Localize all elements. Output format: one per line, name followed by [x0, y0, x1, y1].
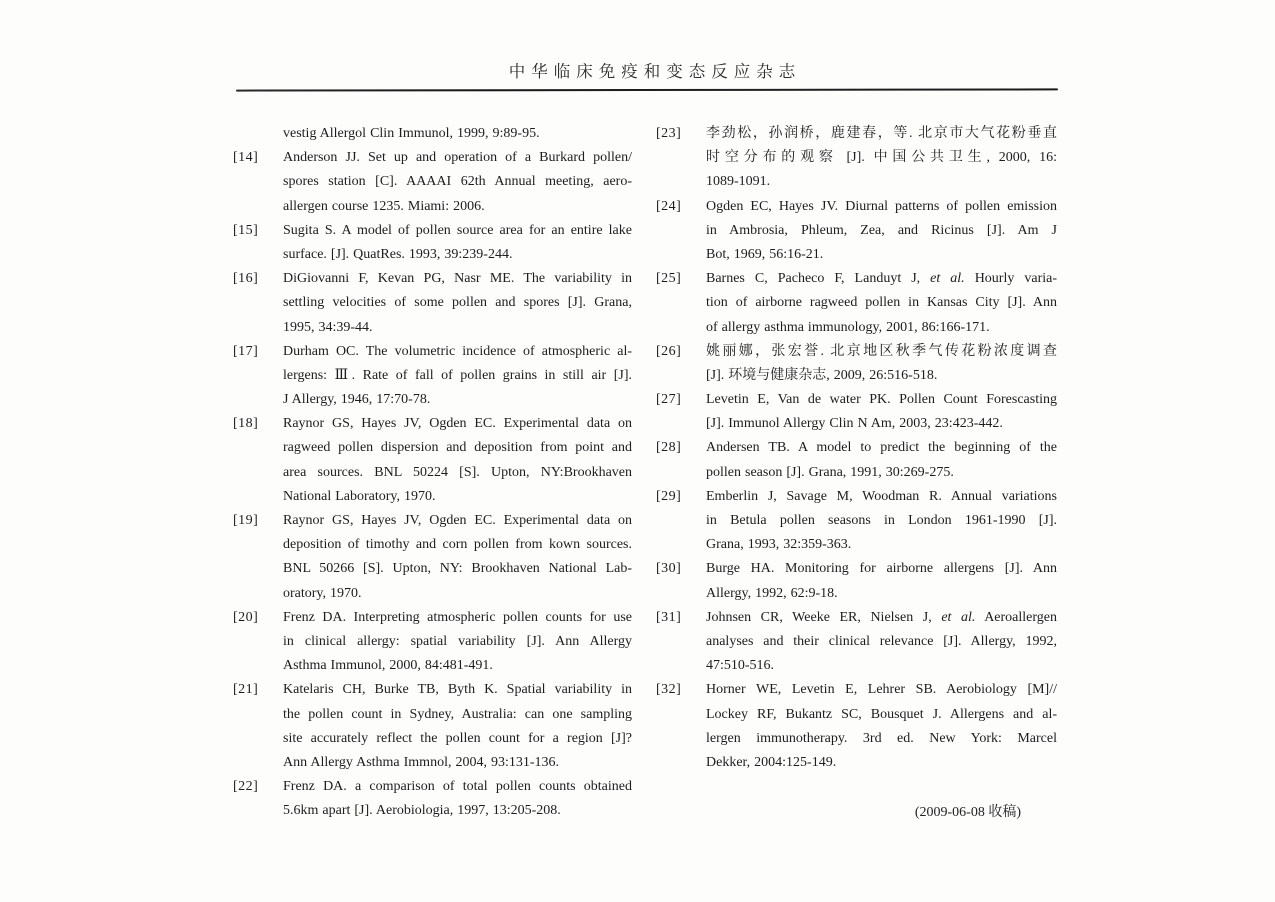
reference-line: lergens: Ⅲ. Rate of fall of pollen grains in still air [J].: [283, 367, 632, 383]
reference-number: [14]: [233, 150, 259, 166]
reference-line: Andersen TB. A model to predict the beginning of the: [706, 440, 1057, 456]
reference-text: [706, 485, 1057, 558]
reference-item: [233, 509, 632, 606]
reference-item: [233, 122, 632, 146]
reference-text: [283, 267, 632, 340]
reference-text: [283, 219, 632, 267]
header-rule-divider: [236, 88, 1058, 91]
reference-text: [283, 606, 632, 679]
reference-line: 47:510-516.: [706, 658, 775, 674]
reference-line: the pollen count in Sydney, Australia: can one sampling: [283, 706, 632, 722]
reference-line: Barnes C, Pacheco F, Landuyt J, et al. Hourly varia-: [706, 271, 1057, 287]
reference-line: Horner WE, Levetin E, Lehrer SB. Aerobiology [M]//: [706, 682, 1057, 698]
reference-line: allergen course 1235. Miami: 2006.: [283, 198, 485, 214]
reference-text: [706, 340, 1057, 388]
reference-number: [233, 122, 283, 146]
reference-item: [233, 678, 632, 775]
reference-number: [20]: [233, 609, 259, 625]
reference-item: [233, 340, 632, 413]
reference-number: [15]: [233, 222, 259, 238]
reference-text: [283, 509, 632, 606]
reference-item: [656, 606, 1057, 679]
reference-item: [233, 219, 632, 267]
reference-item: [233, 606, 632, 679]
reference-line: in clinical allergy: spatial variability [J]. Ann Allergy: [283, 633, 632, 649]
reference-line: Sugita S. A model of pollen source area for an entire lake: [283, 222, 632, 238]
reference-line: [J]. Immunol Allergy Clin N Am, 2003, 23:423-442.: [706, 416, 1003, 432]
reference-item: [656, 122, 1057, 195]
reference-text: [283, 340, 632, 413]
reference-line: Frenz DA. Interpreting atmospheric pollen counts for use: [283, 609, 632, 625]
reference-item: [656, 195, 1057, 268]
reference-number: [21]: [233, 682, 259, 698]
reference-text: [706, 122, 1057, 195]
reference-line: Dekker, 2004:125-149.: [706, 754, 837, 770]
reference-number: [26]: [656, 343, 682, 359]
reference-item: [656, 485, 1057, 558]
reference-line: Johnsen CR, Weeke ER, Nielsen J, et al. Aeroallergen: [706, 609, 1057, 625]
reference-text: [283, 412, 632, 509]
reference-number: [31]: [656, 609, 682, 625]
reference-text: [706, 678, 1057, 775]
reference-item: [233, 146, 632, 219]
reference-text: [706, 557, 1057, 605]
reference-item: [656, 267, 1057, 340]
reference-line: Allergy, 1992, 62:9-18.: [706, 585, 838, 601]
journal-title: 中华临床免疫和变态反应杂志: [508, 62, 802, 81]
reference-text: [706, 195, 1057, 268]
reference-number: [32]: [656, 682, 682, 698]
reference-line: vestig Allergol Clin Immunol, 1999, 9:89-95.: [283, 126, 540, 141]
reference-number: [19]: [233, 513, 259, 528]
reference-line: ragweed pollen dispersion and deposition from point and: [283, 440, 632, 456]
reference-text: [283, 146, 632, 219]
reference-number: [30]: [656, 561, 682, 577]
reference-item: [233, 775, 632, 823]
reference-line: BNL 50266 [S]. Upton, NY: Brookhaven National Lab-: [283, 561, 632, 577]
reference-text: [706, 606, 1057, 679]
reference-text: [706, 388, 1057, 436]
reference-line: Grana, 1993, 32:359-363.: [706, 537, 852, 553]
reference-line: DiGiovanni F, Kevan PG, Nasr ME. The variability in: [283, 271, 632, 287]
reference-line: J Allergy, 1946, 17:70-78.: [283, 392, 431, 408]
reference-line: 1995, 34:39-44.: [283, 319, 373, 335]
reference-item: [656, 340, 1057, 388]
reference-line: Frenz DA. a comparison of total pollen counts obtained: [283, 779, 632, 795]
reference-line: [J]. 环境与健康杂志, 2009, 26:516-518.: [706, 367, 938, 383]
reference-line: 1089-1091.: [706, 174, 771, 190]
reference-line: Ogden EC, Hayes JV. Diurnal patterns of pollen emission: [706, 198, 1057, 214]
reference-text: [706, 436, 1057, 484]
reference-item: [656, 557, 1057, 605]
reference-line: tion of airborne ragweed pollen in Kansas City [J]. Ann: [706, 295, 1057, 311]
reference-line: 5.6km apart [J]. Aerobiologia, 1997, 13:205-208.: [283, 803, 561, 819]
reference-line: Ann Allergy Asthma Immnol, 2004, 93:131-136.: [283, 754, 560, 770]
reference-item: [656, 388, 1057, 436]
received-date: (2009-06-08 收稿): [914, 805, 1021, 821]
reference-item: [656, 678, 1057, 775]
reference-line: Durham OC. The volumetric incidence of atmospheric al-: [283, 343, 632, 359]
references-right-column: [656, 122, 1057, 825]
reference-line: site accurately reflect the pollen count for a region [J]?: [283, 730, 632, 746]
reference-number: [25]: [656, 271, 682, 287]
reference-line: Raynor GS, Hayes JV, Ogden EC. Experimental data on: [283, 416, 632, 432]
reference-item: [656, 436, 1057, 484]
reference-line: settling velocities of some pollen and spores [J]. Grana,: [283, 295, 632, 311]
reference-number: [27]: [656, 392, 682, 408]
reference-line: Emberlin J, Savage M, Woodman R. Annual variations: [706, 488, 1057, 504]
reference-line: spores station [C]. AAAAI 62th Annual meeting, aero-: [283, 174, 632, 190]
reference-line: Levetin E, Van de water PK. Pollen Count Forescasting: [706, 392, 1057, 408]
reference-line: deposition of timothy and corn pollen from kown sources.: [283, 537, 632, 553]
reference-line: 时空分布的观察 [J]. 中国公共卫生, 2000, 16:: [706, 150, 1057, 166]
reference-line: Raynor GS, Hayes JV, Ogden EC. Experimental data on: [283, 513, 632, 528]
reference-item: [233, 412, 632, 509]
reference-item: [233, 267, 632, 340]
reference-line: Lockey RF, Bukantz SC, Bousquet J. Allergens and al-: [706, 706, 1057, 722]
references-left-column: [233, 122, 632, 823]
reference-text: [706, 267, 1057, 340]
reference-line: analyses and their clinical relevance [J]. Allergy, 1992,: [706, 633, 1057, 649]
reference-line: of allergy asthma immunology, 2001, 86:166-171.: [706, 319, 990, 335]
reference-number: [29]: [656, 488, 682, 504]
reference-number: [17]: [233, 343, 259, 359]
reference-line: oratory, 1970.: [283, 585, 362, 601]
reference-line: National Laboratory, 1970.: [283, 488, 436, 504]
reference-line: in Ambrosia, Phleum, Zea, and Ricinus [J]. Am J: [706, 222, 1057, 238]
reference-line: Burge HA. Monitoring for airborne allergens [J]. Ann: [706, 561, 1057, 577]
reference-line: pollen season [J]. Grana, 1991, 30:269-275.: [706, 464, 954, 480]
reference-number: [23]: [656, 126, 682, 141]
reference-line: 姚丽娜，张宏誉. 北京地区秋季气传花粉浓度调查: [706, 343, 1057, 359]
reference-line: 李劲松，孙润桥，鹿建春，等. 北京市大气花粉垂直: [706, 126, 1057, 141]
reference-line: Asthma Immunol, 2000, 84:481-491.: [283, 658, 493, 674]
reference-number: [16]: [233, 271, 259, 287]
reference-line: surface. [J]. QuatRes. 1993, 39:239-244.: [283, 246, 513, 262]
reference-line: Katelaris CH, Burke TB, Byth K. Spatial variability in: [283, 682, 632, 698]
reference-line: lergen immunotherapy. 3rd ed. New York: Marcel: [706, 730, 1057, 746]
reference-number: [18]: [233, 416, 259, 432]
reference-text: [283, 122, 632, 146]
reference-number: [24]: [656, 198, 682, 214]
reference-line: in Betula pollen seasons in London 1961-1990 [J].: [706, 513, 1057, 528]
reference-line: Anderson JJ. Set up and operation of a Burkard pollen/: [283, 150, 632, 166]
reference-line: area sources. BNL 50224 [S]. Upton, NY:Brookhaven: [283, 464, 632, 480]
reference-text: [283, 775, 632, 823]
reference-number: [28]: [656, 440, 682, 456]
reference-text: [283, 678, 632, 775]
reference-line: Bot, 1969, 56:16-21.: [706, 246, 824, 262]
reference-number: [22]: [233, 779, 259, 795]
